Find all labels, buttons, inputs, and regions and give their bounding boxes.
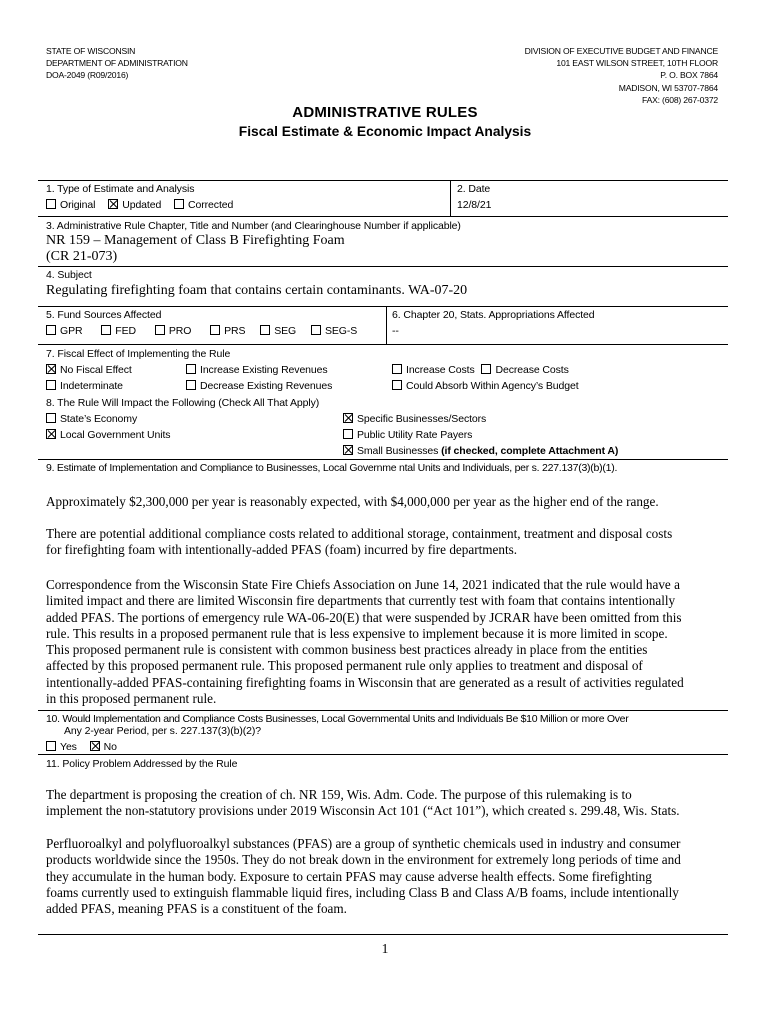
checkbox-box[interactable] xyxy=(343,429,353,439)
checkbox-box[interactable] xyxy=(46,380,56,390)
checkbox-local-government[interactable]: Local Government Units xyxy=(46,429,170,441)
divider xyxy=(38,459,728,460)
impact-label: 8. The Rule Will Impact the Following (Check All That Apply) xyxy=(46,397,320,409)
document-subtitle: Fiscal Estimate & Economic Impact Analysis xyxy=(238,124,532,139)
agency-header-left xyxy=(46,45,188,82)
checkbox-updated[interactable]: Updated xyxy=(108,199,161,211)
estimate-type-options xyxy=(46,199,243,211)
clearinghouse-number[interactable]: (CR 21-073) xyxy=(46,249,118,264)
date-label: 2. Date xyxy=(457,183,491,195)
divider xyxy=(38,934,728,935)
checkbox-box-checked[interactable] xyxy=(343,445,353,455)
checkbox-decrease-costs[interactable]: Decrease Costs xyxy=(481,364,568,376)
policy-problem-label: 11. Policy Problem Addressed by the Rule xyxy=(46,758,238,770)
ten-million-label-cont: Any 2-year Period, per s. 227.137(3)(b)(2)? xyxy=(64,725,262,737)
estimate-type-label: 1. Type of Estimate and Analysis xyxy=(46,183,195,195)
checkbox-no[interactable]: No xyxy=(90,741,117,753)
rule-chapter-value[interactable]: NR 159 – Management of Class B Firefighting Foam xyxy=(46,233,345,248)
appropriations-label: 6. Chapter 20, Stats. Appropriations Affected xyxy=(392,309,595,321)
header-line: STATE OF WISCONSIN xyxy=(46,46,136,56)
subject-value[interactable]: Regulating firefighting foam that contains certain contaminants. WA-07-20 xyxy=(46,283,468,298)
divider xyxy=(38,710,728,711)
checkbox-box[interactable] xyxy=(210,325,220,335)
ten-million-options xyxy=(46,741,127,753)
page-number: 1 xyxy=(381,941,389,956)
divider xyxy=(38,180,728,181)
checkbox-box[interactable] xyxy=(392,364,402,374)
checkbox-box-checked[interactable] xyxy=(46,429,56,439)
checkbox-box-checked[interactable] xyxy=(108,199,118,209)
header-line: FAX: (608) 267-0372 xyxy=(642,94,718,105)
checkbox-box[interactable] xyxy=(481,364,491,374)
checkbox-fed[interactable]: FED xyxy=(101,325,136,337)
header-line: P. O. BOX 7864 xyxy=(660,70,718,81)
ten-million-label: 10. Would Implementation and Compliance Costs Businesses, Local Governmental Units and Individuals Be $10 Million or more Over xyxy=(46,713,629,725)
divider xyxy=(38,344,728,345)
checkbox-corrected[interactable]: Corrected xyxy=(174,199,233,211)
checkbox-seg-s[interactable]: SEG-S xyxy=(311,325,357,337)
checkbox-box[interactable] xyxy=(392,380,402,390)
checkbox-decrease-revenues[interactable]: Decrease Existing Revenues xyxy=(186,380,332,392)
checkbox-box[interactable] xyxy=(101,325,111,335)
policy-paragraph-2: Perfluoroalkyl and polyfluoroalkyl substances (PFAS) are a group of synthetic chemicals used in industry and consumer products worldwide since the 1950s. They do not break down in the environment for extremely long periods of time and they accumulate in the human body. Exposure to certain PFAS may cause adverse health effects. Some firefighting foams currently used to extinguish flammable liquid fires, including Class B and Class A/B foams, include intentionally added PFAS, meaning PFAS is a constituent of the foam. xyxy=(46,836,681,917)
checkbox-pro[interactable]: PRO xyxy=(155,325,191,337)
checkbox-indeterminate[interactable]: Indeterminate xyxy=(46,380,123,392)
policy-paragraph-1: The department is proposing the creation of ch. NR 159, Wis. Adm. Code. The purpose of this rulemaking is to implement the non-statutory provisions under 2019 Wisconsin Act 101 (“Act 101”), which created s. 299.48, Wis. Stats. xyxy=(46,787,680,819)
attachment-note: (if checked, complete Attachment A) xyxy=(441,445,619,457)
divider xyxy=(386,306,387,344)
checkbox-box[interactable] xyxy=(186,380,196,390)
estimate-paragraph-2: There are potential additional compliance costs related to additional storage, containment, treatment and disposal costs for firefighting foam with intentionally-added PFAS (foam) incurred by fire departments. xyxy=(46,526,673,558)
divider xyxy=(38,754,728,755)
checkbox-box[interactable] xyxy=(46,413,56,423)
checkbox-public-utility[interactable]: Public Utility Rate Payers xyxy=(343,429,472,441)
checkbox-state-economy[interactable]: State’s Economy xyxy=(46,413,137,425)
checkbox-no-fiscal-effect[interactable]: No Fiscal Effect xyxy=(46,364,132,376)
checkbox-specific-businesses[interactable]: Specific Businesses/Sectors xyxy=(343,413,486,425)
document-title: ADMINISTRATIVE RULES xyxy=(292,104,478,121)
header-line: DEPARTMENT OF ADMINISTRATION xyxy=(46,58,188,69)
rule-chapter-label: 3. Administrative Rule Chapter, Title and Number (and Clearinghouse Number if applicable) xyxy=(46,220,461,232)
checkbox-box-checked[interactable] xyxy=(46,364,56,374)
fund-sources-label: 5. Fund Sources Affected xyxy=(46,309,162,321)
checkbox-gpr[interactable]: GPR xyxy=(46,325,82,337)
appropriations-value[interactable]: -- xyxy=(392,325,399,337)
fund-sources-options xyxy=(46,325,367,337)
checkbox-absorb-budget[interactable]: Could Absorb Within Agency’s Budget xyxy=(392,380,579,392)
divider xyxy=(450,180,451,216)
header-line: DIVISION OF EXECUTIVE BUDGET AND FINANCE xyxy=(524,46,718,56)
checkbox-seg[interactable]: SEG xyxy=(260,325,296,337)
checkbox-box[interactable] xyxy=(260,325,270,335)
costs-options xyxy=(392,364,579,376)
subject-label: 4. Subject xyxy=(46,269,92,281)
checkbox-box[interactable] xyxy=(186,364,196,374)
fiscal-effect-label: 7. Fiscal Effect of Implementing the Rule xyxy=(46,348,231,360)
checkbox-prs[interactable]: PRS xyxy=(210,325,245,337)
checkbox-box[interactable] xyxy=(46,199,56,209)
estimate-paragraph-3: Correspondence from the Wisconsin State Fire Chiefs Association on June 14, 2021 indicated that the rule would have a limited impact and there are limited Wisconsin fire departments that currently test with foam that contains intentionally added PFAS. The portions of emergency rule WA-06-20(E) that were suspended by JCRAR have been omitted from this rule. This results in a proposed permanent rule that is less expensive to implement because it is more limited in scope. This proposed permanent rule is consistent with common business best practices already in place from the entities affected by this proposed permanent rule. This proposed permanent rule only applies to treatment and disposal of intentionally-added PFAS-containing firefighting foams in Wisconsin that are generated as a result of activities regulated in this proposed permanent rule. xyxy=(46,577,684,707)
checkbox-box[interactable] xyxy=(46,325,56,335)
checkbox-box-checked[interactable] xyxy=(90,741,100,751)
checkbox-yes[interactable]: Yes xyxy=(46,741,77,753)
checkbox-box[interactable] xyxy=(311,325,321,335)
checkbox-small-businesses[interactable]: Small Businesses (if checked, complete Attachment A) xyxy=(343,445,618,457)
checkbox-box-checked[interactable] xyxy=(343,413,353,423)
compliance-estimate-label: 9. Estimate of Implementation and Compliance to Businesses, Local Governme ntal Units and Individuals, per s. 227.137(3)(b)(1). xyxy=(46,462,618,474)
checkbox-increase-revenues[interactable]: Increase Existing Revenues xyxy=(186,364,328,376)
agency-header-right xyxy=(525,45,718,106)
checkbox-box[interactable] xyxy=(174,199,184,209)
divider xyxy=(38,306,728,307)
header-line: DOA-2049 (R09/2016) xyxy=(46,70,129,81)
checkbox-box[interactable] xyxy=(155,325,165,335)
divider xyxy=(38,216,728,217)
date-value[interactable]: 12/8/21 xyxy=(457,199,492,211)
header-line: 101 EAST WILSON STREET, 10TH FLOOR xyxy=(556,58,718,69)
estimate-paragraph-1: Approximately $2,300,000 per year is reasonably expected, with $4,000,000 per year as the higher end of the range. xyxy=(46,494,659,509)
checkbox-original[interactable]: Original xyxy=(46,199,95,211)
checkbox-box[interactable] xyxy=(46,741,56,751)
divider xyxy=(38,266,728,267)
checkbox-increase-costs[interactable]: Increase Costs xyxy=(392,364,475,376)
header-line: MADISON, WI 53707-7864 xyxy=(618,82,718,93)
